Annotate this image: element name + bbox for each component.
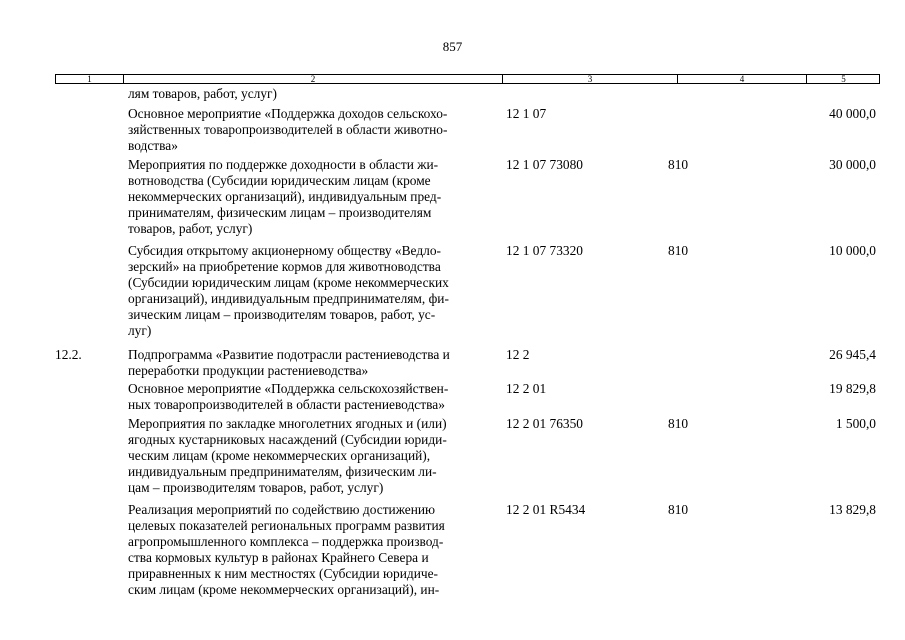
header-col-4: 4 <box>739 74 745 84</box>
row-name: лям товаров, работ, услуг) <box>128 86 278 101</box>
header-col-1: 1 <box>87 74 92 84</box>
table-header <box>55 74 880 84</box>
row-type: 810 <box>668 416 689 431</box>
row-name: Субсидия открытому акционерному обществу «Ведло- зерский» на приобретение кормов для животноводства (Субсидии юридическим лицам (кроме некоммерческих организаций), индивидуальным предпринимателям, фи- зическим лицам – производителям товаров, работ, ус- луг) <box>128 243 449 338</box>
row-code: 12 1 07 <box>506 106 547 121</box>
header-col-5: 5 <box>841 74 846 84</box>
header-col-3: 3 <box>587 74 593 84</box>
row-code: 12 1 07 73320 <box>506 243 583 258</box>
row-amount: 13 829,8 <box>829 502 876 517</box>
header-col-2: 2 <box>310 74 316 84</box>
row-code: 12 1 07 73080 <box>506 157 583 172</box>
row-name: Реализация мероприятий по содействию достижению целевых показателей региональных программ развития агропромышленного комплекса – поддержка производ- ства кормовых культур в районах Крайнего Севера и приравненных к ним местностях (Субсидии юридиче- ским лицам (кроме некоммерческих организаций), ин- <box>128 502 445 597</box>
row-amount: 40 000,0 <box>829 106 876 121</box>
row-name: Подпрограмма «Развитие подотрасли растениеводства и переработки продукции растениеводства» <box>128 347 450 378</box>
row-type: 810 <box>668 502 689 517</box>
row-amount: 10 000,0 <box>829 243 876 258</box>
row-code: 12 2 01 76350 <box>506 416 583 431</box>
row-amount: 26 945,4 <box>829 347 876 362</box>
row-type: 810 <box>668 243 689 258</box>
row-amount: 19 829,8 <box>829 381 876 396</box>
row-name: Основное мероприятие «Поддержка сельскохозяйствен- ных товаропроизводителей в области растениеводства» <box>128 381 449 412</box>
page-number: 857 <box>442 39 463 54</box>
row-code: 12 2 01 <box>506 381 547 396</box>
row-type: 810 <box>668 157 689 172</box>
row-amount: 1 500,0 <box>835 416 876 431</box>
row-code: 12 2 <box>506 347 530 362</box>
row-amount: 30 000,0 <box>829 157 876 172</box>
row-number: 12.2. <box>55 347 82 362</box>
row-name: Мероприятия по закладке многолетних ягодных и (или) ягодных кустарниковых насаждений (Субсидии юриди- ческим лицам (кроме некоммерческих организаций), индивидуальным предпринимателям, физическим ли- цам – производителям товаров, работ, услуг) <box>128 416 447 495</box>
row-code: 12 2 01 R5434 <box>506 502 586 517</box>
row-name: Основное мероприятие «Поддержка доходов сельскохо- зяйственных товаропроизводителей в области животно- водства» <box>128 106 448 153</box>
row-name: Мероприятия по поддержке доходности в области жи- вотноводства (Субсидии юридическим лицам (кроме некоммерческих организаций), индивидуальным пред- принимателям, физическим лицам – производителям товаров, работ, услуг) <box>128 157 442 236</box>
